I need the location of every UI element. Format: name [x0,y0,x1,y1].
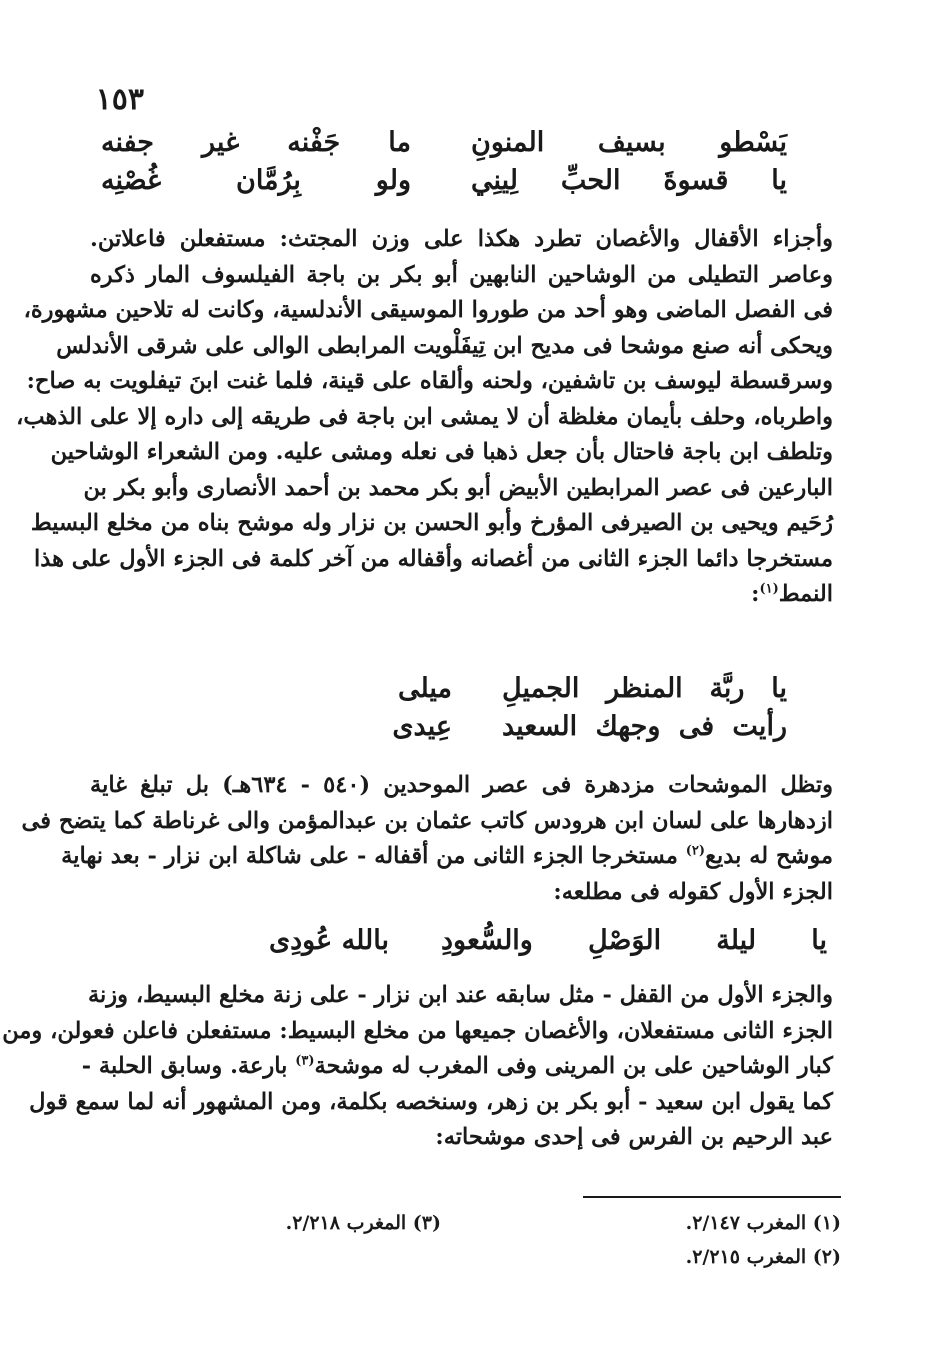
verse-hemistich: بالله عُودِى [269,925,389,956]
page-number: ١٥٣ [95,82,144,117]
text-line: النمط$^{(١)}$: [751,581,833,607]
text-line: كما يقول ابن سعيد - أبو بكر بن زهر، وسنخصه بكلمة، ومن المشهور أنه لما سمع قول [29,1088,833,1115]
verse-stanza-3 [269,922,827,960]
text-line: رُحَيم ويحيى بن الصيرفى المؤرخ وأبو الحسن بن نزار وله موشح بناه من مخلع البسيط [30,510,833,536]
text-line: وعاصر التطيلى من الوشاحين النابهين أبو بكر بن باجة الفيلسوف المار ذكره [90,261,833,288]
text-line: البارعين فى عصر المرابطين الأبيض أبو بكر محمد بن أحمد الأنصارى وأبو بكر بن [83,474,833,501]
text-line: واطرباه، وحلف بأيمان مغلظة أن لا يمشى ابن باجة فى طريقه إلى داره إلا على الذهب، [16,403,833,430]
verse-hemistich: ولو بِرُمَّان غُصْنِه [101,165,411,196]
text-line: الجزء الثانى مستفعلان، والأغصان جميعها من مخلع البسيط: مستفعلن فاعلن فعولن، ومن [2,1017,833,1044]
verse-hemistich: ميلى [397,673,452,704]
text-line: وأجزاء الأقفال والأغصان تطرد هكذا على وزن المجتث: مستفعلن فاعلاتن. [90,226,833,252]
paragraph-1 [16,222,833,613]
text-fragment: كبار الوشاحين على بن المرينى وفى المغرب له موشحة [314,1053,833,1079]
verse-hemistich: يا ليلة الوَصْلِ والسُّعودِ [441,925,827,956]
verse-line [269,922,827,960]
footnote-1: (١) المغرب ٢/١٤٧. [685,1212,841,1234]
footnote-marker[interactable]: (١) [759,581,779,597]
footnote-divider [583,1196,841,1198]
text-line: مستخرجا دائما الجزء الثانى من أغصانه وأقفاله من آخر كلمة فى الجزء الأول على هذا [34,545,833,572]
verse-hemistich: يا ربَّة المنظر الجميلِ [502,673,787,704]
text-line [61,839,833,875]
text-line: وتلطف ابن باجة فاحتال بأن جعل ذهبا فى نعله ومشى عليه. ومن الشعراء الوشاحين [50,439,833,465]
footnote-3: (٣) المغرب ٢/٢١٨. [285,1212,441,1234]
verse-line [392,708,787,746]
text-line: وتظل الموشحات مزدهرة فى عصر الموحدين (٥٤٠ - ٦٣٤هـ) بل تبلغ غاية [90,772,833,798]
footnote-2: (٢) المغرب ٢/٢١٥. [685,1246,841,1268]
text-line [81,1049,833,1085]
text-fragment: بارعة. وسابق الحلبة - [81,1053,296,1079]
verse-hemistich: رأيت فى وجهك السعيد [502,711,787,742]
verse-hemistich: يَسْطو بسيف المنونِ [471,127,787,158]
verse-hemistich: يا قسوةَ الحبِّ لِينِي [471,165,787,196]
text-line: ازدهارها على لسان ابن هرودس كاتب عثمان بن عبدالمؤمن والى غرناطة كما يتضح فى [21,807,833,834]
text-fragment: مستخرجا الجزء الثانى من أقفاله - على شاكلة ابن نزار - بعد نهاية [61,843,686,869]
paragraph-2 [21,768,833,910]
footnote-marker[interactable]: (٣) [295,1053,315,1069]
text-fragment: موشح له بديع [705,843,833,869]
text-line: عبد الرحيم بن الفرس فى إحدى موشحاته: [435,1124,833,1150]
verse-hemistich: ما جَفْنه غير جفنه [101,127,411,158]
text-line: والجزء الأول من القفل - مثل سابقه عند ابن نزار - على زنة مخلع البسيط، وزنة [87,982,833,1008]
verse-line [101,162,787,200]
text-line: فى الفصل الماضى وهو أحد من طوروا الموسيقى الأندلسية، وكانت له تلاحين مشهورة، [23,297,833,323]
footnote-marker[interactable]: (٢) [685,843,706,859]
text-fragment: النمط [778,581,833,607]
paragraph-3 [2,978,833,1156]
verse-stanza-2 [392,670,787,746]
verse-hemistich: عِيدى [392,711,452,742]
verse-line [101,124,787,162]
text-line: ويحكى أنه صنع موشحا فى مديح ابن تِيفَلْويت المرابطى الوالى على شرقى الأندلس [56,332,833,359]
text-line: الجزء الأول كقوله فى مطلعه: [553,878,833,905]
verse-line [397,670,787,708]
verse-stanza-1 [101,124,787,200]
text-line: وسرقسطة ليوسف بن تاشفين، ولحنه وألقاه على قينة، فلما غنت ابنَ تيفلويت به صاح: [26,368,833,394]
